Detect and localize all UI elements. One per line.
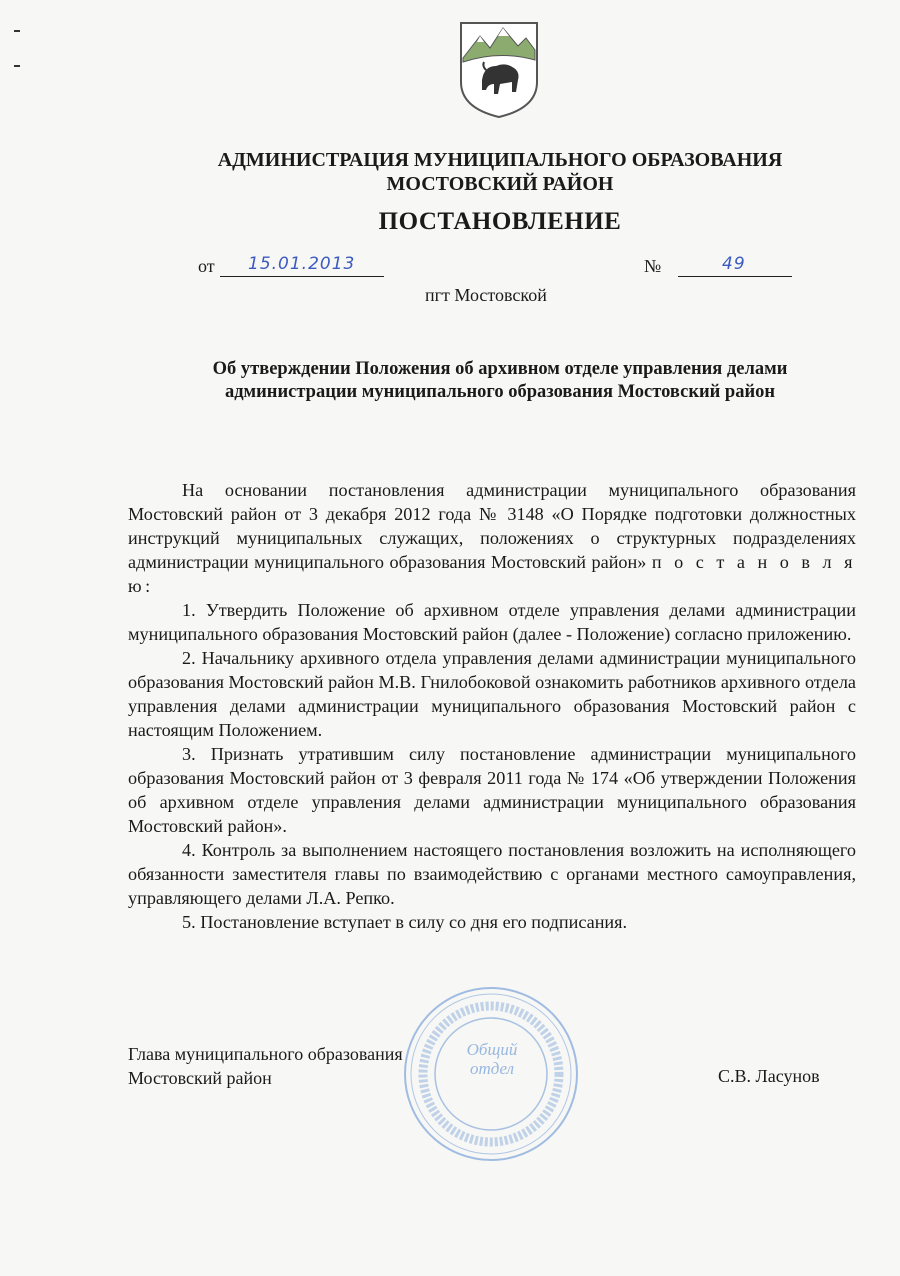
organization-line-1: АДМИНИСТРАЦИЯ МУНИЦИПАЛЬНОГО ОБРАЗОВАНИЯ [217,149,783,171]
date-label: от [198,256,215,276]
number-field [678,252,792,277]
stamp-line-1: Общий [466,1040,518,1059]
number-value: 49 [722,254,746,274]
document-type: ПОСТАНОВЛЕНИЕ [378,208,622,235]
document-body [128,478,856,934]
number-label: № [644,256,662,276]
decree-item-4: 4. Контроль за выполнением настоящего постановления возложить на исполняющего обязанности заместителя главы по взаимодействию с органами местного самоуправления, управляющего делами Л.А. Репко. [128,840,856,908]
preamble-text: На основании постановления администрации муниципального образования Мостовский район от 3 декабря 2012 года № 3148 «О Порядке подготовки должностных инструкций муниципальных служащих, положениях о структурных подразделениях администрации муниципального образования Мостовский район» [128,480,856,572]
subject-line-2: администрации муниципального образования Мостовский район [224,382,776,402]
preamble-paragraph [128,478,856,598]
signatory-title [128,1042,403,1090]
decree-word: п о с т а н о в л я ю: [128,552,856,596]
scan-mark [14,65,20,67]
signatory-title-line-2: Мостовский район [128,1068,272,1088]
signatory-name: С.В. Ласунов [718,1066,820,1086]
decree-item-2: 2. Начальнику архивного отдела управления делами администрации муниципального образования Мостовский район М.В. Гнилобоковой ознакомить работников архивного отдела управления делами администрации муниципального образования Мостовский район с настоящим Положением. [128,648,856,740]
decree-item-3: 3. Признать утратившим силу постановление администрации муниципального образования Мостовский район от 3 февраля 2011 года № 174 «Об утверждении Положения об архивном отделе управления делами администрации муниципального образования Мостовский район». [128,744,856,836]
document-subject [120,358,880,404]
coat-of-arms-icon [458,20,540,120]
decree-item-1: 1. Утвердить Положение об архивном отделе управления делами администрации муниципального образования Мостовский район (далее - Положение) согласно приложению. [128,600,856,644]
organization-name [120,148,880,196]
date-value: 15.01.2013 [248,254,356,274]
place-name: пгт Мостовской [425,285,547,305]
stamp-line-2: отдел [469,1059,515,1078]
organization-line-2: МОСТОВСКИЙ РАЙОН [386,173,614,195]
signatory-title-line-1: Глава муниципального образования [128,1044,403,1064]
scan-mark [14,30,20,32]
date-field [220,252,384,277]
subject-line-1: Об утверждении Положения об архивном отделе управления делами [212,359,788,379]
decree-item-5: 5. Постановление вступает в силу со дня его подписания. [182,912,628,932]
stamp-text [444,1040,540,1078]
